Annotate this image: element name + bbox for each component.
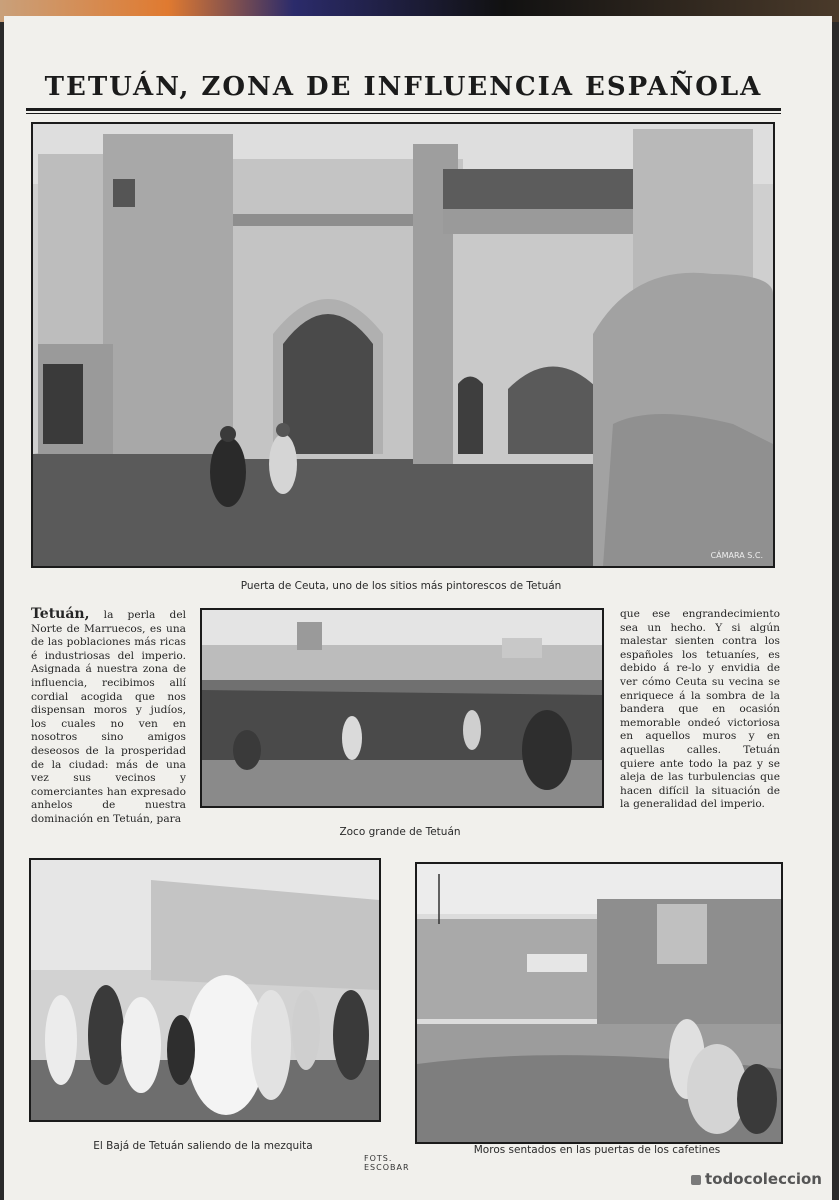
photo-market <box>200 608 604 808</box>
article-text-right <box>620 608 780 812</box>
pasha-image <box>31 860 379 1120</box>
title-rule <box>26 108 781 111</box>
market-image <box>202 610 602 806</box>
watermark <box>691 1170 822 1188</box>
watermark-text: todocoleccion <box>705 1170 822 1188</box>
caption-cafes: Moros sentados en las puertas de los cafetines <box>473 1144 721 1156</box>
photo-pasha <box>29 858 381 1122</box>
magazine-page <box>4 16 832 1200</box>
caption-market: Zoco grande de Tetuán <box>339 826 461 838</box>
photo-cafes <box>415 862 783 1144</box>
title-rule-thin <box>26 113 781 114</box>
right-text: que ese engrandecimiento sea un hecho. Y si algún malestar sienten contra los españoles los tetuaníes, es debido á re-lo y envidia de ver cómo Ceuta su vecina se enriquece á la sombra de la bandera que en ocasión memorable ondeó victoriosa en aquellos muros y en aquellas calles. Tetuán quiere ante todo la paz y se aleja de las turbulencias que hacen difícil la situación de la generalidad del imperio. <box>620 608 780 811</box>
drop-word: Tetuán, <box>31 606 90 622</box>
watermark-icon <box>691 1175 701 1185</box>
photo-gate <box>31 122 775 568</box>
gate-image <box>33 124 773 566</box>
cafes-image <box>417 864 781 1142</box>
photo-signature: CÁMARA S.C. <box>710 551 763 560</box>
caption-gate: Puerta de Ceuta, uno de los sitios más pintorescos de Tetuán <box>240 580 562 592</box>
caption-pasha: El Bajá de Tetuán saliendo de la mezquita <box>93 1140 313 1152</box>
article-title: TETUÁN, ZONA DE INFLUENCIA ESPAÑOLA <box>44 72 763 102</box>
left-text: la perla del Norte de Marruecos, es una de las poblaciones más ricas é industriosas del imperio. Asignada á nuestra zona de influencia, recibimos allí cordial acogida que nos dispensan moros y judíos, los cuales no ven en nosotros sino amigos deseosos de la prosperidad de la ciudad: más de una vez sus vecinos y comerciantes han expresado anhelos de nuestra dominación en Tetuán, para <box>31 609 186 825</box>
photo-credit: FOTS. ESCOBAR <box>364 1154 410 1172</box>
article-text-left <box>31 608 186 827</box>
